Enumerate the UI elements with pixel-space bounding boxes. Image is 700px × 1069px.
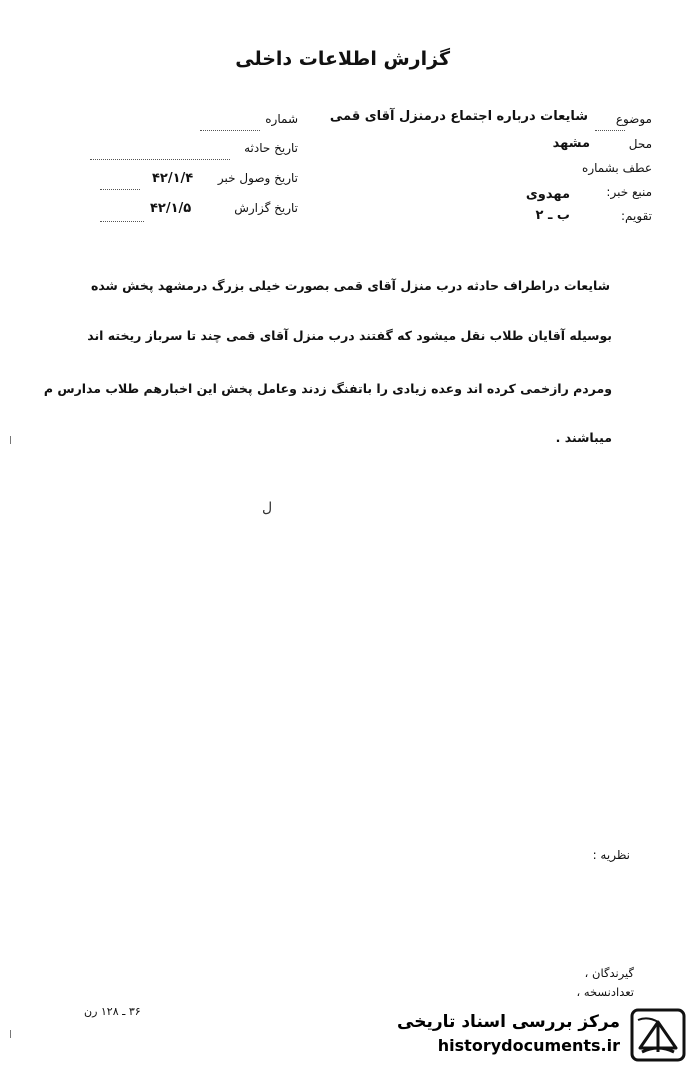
evaluation-label: تقویم: bbox=[621, 209, 652, 223]
body-line-1: شایعات دراطراف حادثه درب منزل آقای قمی بصورت خیلی بزرگ درمشهد پخش شده bbox=[90, 278, 610, 293]
incident-date-label: تاریخ حادثه bbox=[244, 141, 298, 155]
subject-value: شایعات درباره اجتماع درمنزل آقای قمی bbox=[329, 109, 588, 124]
opinion-label: نظریه : bbox=[592, 848, 630, 862]
watermark bbox=[397, 1008, 692, 1062]
received-date-value: ۴۲/۱/۴ bbox=[152, 171, 194, 186]
source-label: منبع خبر: bbox=[606, 185, 652, 199]
body-line-2: بوسیله آقایان طلاب نقل میشود که گفتند درب منزل آقای قمی چند تا سرباز ریخته اند bbox=[87, 328, 612, 343]
incident-date-dots bbox=[90, 148, 230, 167]
report-date-value: ۴۲/۱/۵ bbox=[150, 201, 192, 216]
source-value: مهدوی bbox=[525, 187, 570, 202]
copies-label: تعدادنسخه ، bbox=[576, 985, 634, 999]
margin-mark bbox=[10, 436, 11, 444]
reference-label: عطف بشماره bbox=[582, 161, 652, 175]
recipients-label: گیرندگان ، bbox=[584, 966, 634, 980]
body-line-3: ومردم رازخمی کرده اند وعده زیادی را باتفنگ زدند وعامل پخش این اخبارهم طلاب مدارس م bbox=[43, 381, 612, 396]
margin-mark-bottom bbox=[10, 1030, 11, 1038]
received-date-label: تاریخ وصول خبر bbox=[217, 171, 298, 185]
location-value: مشهد bbox=[552, 136, 590, 151]
subject-dots bbox=[595, 119, 625, 138]
body-line-4: میباشند . bbox=[555, 430, 612, 445]
number-label: شماره bbox=[265, 112, 298, 126]
report-date-dots bbox=[100, 210, 144, 229]
received-date-dots bbox=[100, 178, 140, 197]
watermark-name: مرکز بررسی اسناد تاریخی bbox=[397, 1012, 620, 1032]
handwritten-mark: ل bbox=[262, 500, 273, 516]
watermark-site: historydocuments.ir bbox=[437, 1036, 620, 1055]
report-date-label: تاریخ گزارش bbox=[234, 201, 298, 215]
document-title: گزارش اطلاعات داخلی bbox=[235, 48, 450, 70]
number-dots bbox=[200, 119, 260, 138]
evaluation-value: ب ـ ۲ bbox=[535, 208, 570, 223]
subject-label: موضوع bbox=[615, 112, 652, 126]
book-icon bbox=[628, 1008, 688, 1062]
form-code: ۳۶ ـ ۱۲۸ رن bbox=[84, 1005, 141, 1018]
location-label: محل bbox=[628, 137, 652, 151]
